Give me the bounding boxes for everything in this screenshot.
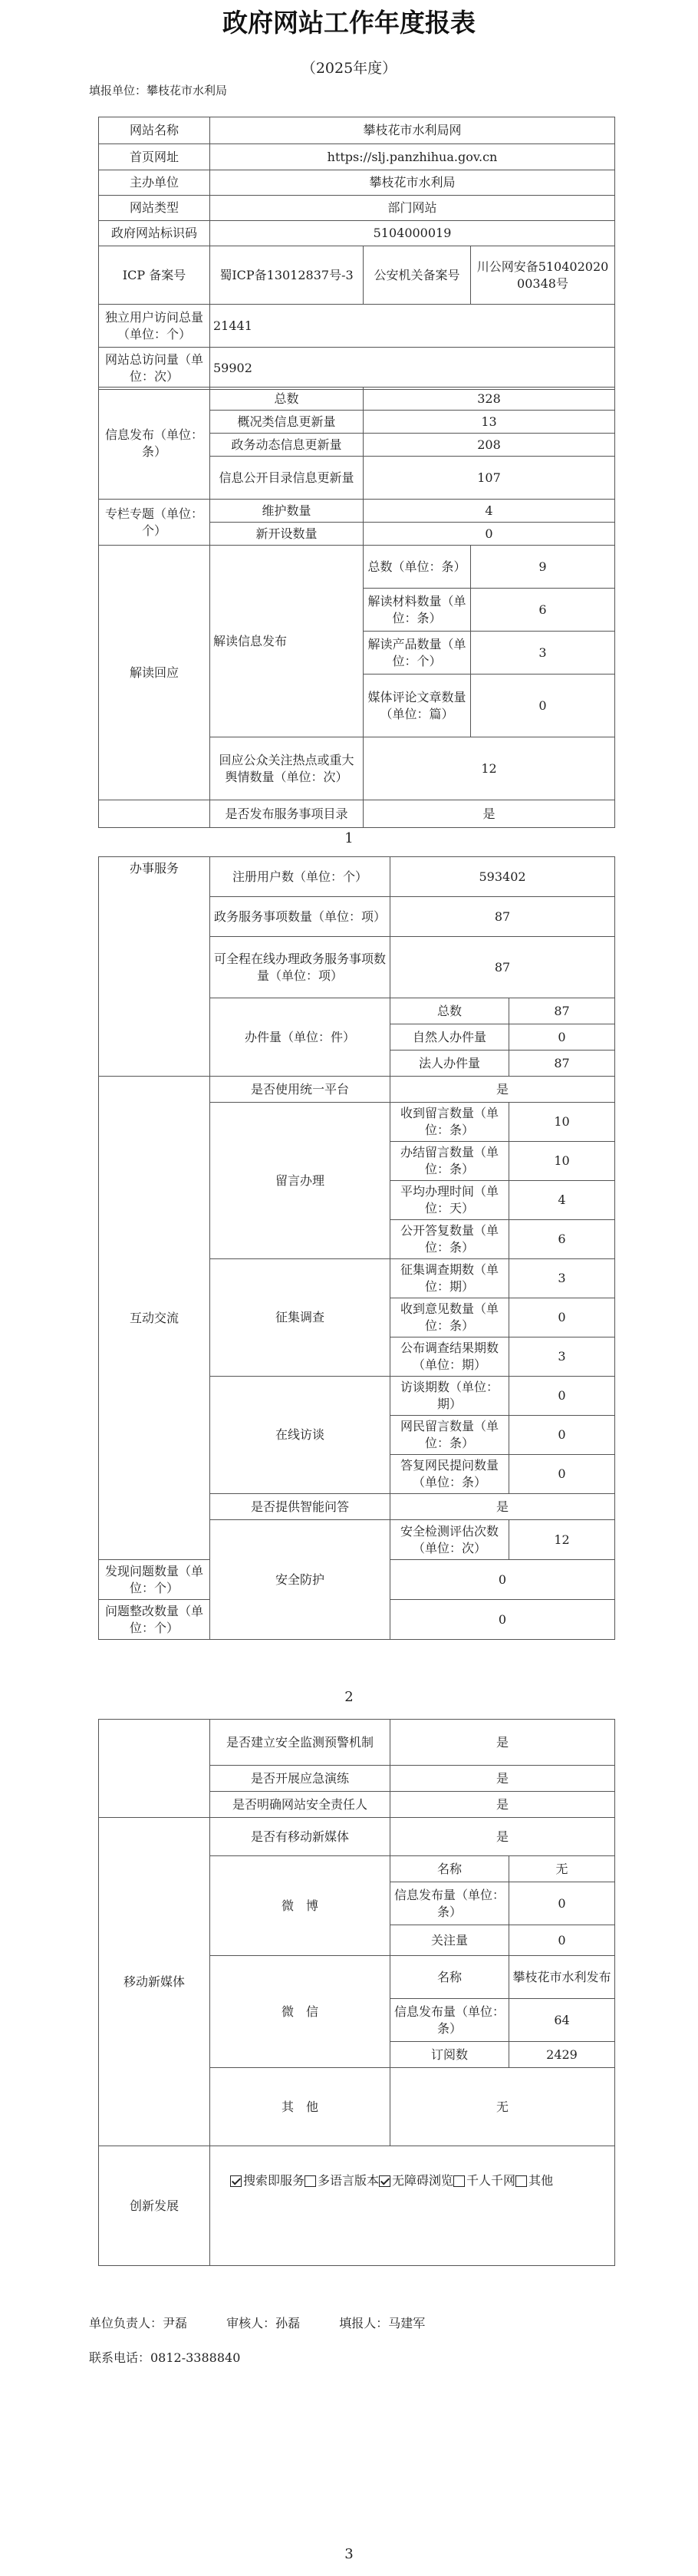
mobile-other: 无 — [390, 2068, 615, 2146]
cell-label: 回应公众关注热点或重大舆情数量（单位：次） — [210, 737, 364, 800]
interaction-ai: 是 — [390, 1494, 615, 1520]
site-basic-table — [98, 117, 615, 390]
interaction-received: 10 — [509, 1103, 615, 1142]
cell-label: 办结留言数量（单位：条） — [390, 1142, 509, 1181]
cell-label: ICP 备案号 — [99, 246, 210, 305]
cell-label: 问题整改数量（单位：个） — [99, 1600, 210, 1640]
info-total: 328 — [364, 388, 615, 411]
site-police: 川公网安备51040202000348号 — [471, 246, 615, 305]
cell-label: 答复网民提问数量（单位：条） — [390, 1455, 509, 1494]
site-type: 部门网站 — [210, 196, 615, 221]
column-maintain: 4 — [364, 500, 615, 523]
checkbox-checked-icon — [230, 2175, 242, 2187]
cell-label: 网站总访问量（单位：次） — [99, 348, 210, 390]
unit-leader: 单位负责人：尹磊 — [89, 2316, 188, 2330]
report-title: 政府网站工作年度报表 — [222, 8, 476, 38]
cell-label: 是否建立安全监测预警机制 — [210, 1720, 390, 1766]
cell-label: 信息公开目录信息更新量 — [210, 457, 364, 500]
checkbox-checked-icon — [379, 2175, 390, 2187]
option-label: 千人千网 — [466, 2173, 516, 2188]
column-new: 0 — [364, 523, 615, 546]
cell-label: 法人办件量 — [390, 1051, 509, 1077]
service-legal: 87 — [509, 1051, 615, 1077]
page-number-3: 3 — [344, 2546, 354, 2562]
cell-label: 平均办理时间（单位：天） — [390, 1181, 509, 1220]
service-users: 593402 — [390, 857, 615, 897]
survey-label: 征集调查 — [210, 1259, 390, 1377]
cell-label: 政府网站标识码 — [99, 221, 210, 246]
wb-follow: 0 — [509, 1925, 615, 1956]
cell-label: 网民留言数量（单位：条） — [390, 1416, 509, 1455]
page2-table — [98, 856, 615, 1640]
cell-label: 政务服务事项数量（单位：项） — [210, 897, 390, 937]
interpret-sub-label: 解读信息发布 — [210, 546, 364, 737]
cell-label: 发现问题数量（单位：个） — [99, 1560, 210, 1600]
cell-label: 主办单位 — [99, 170, 210, 196]
security-fixed: 0 — [390, 1600, 615, 1640]
report-year: （2025年度） — [301, 60, 397, 77]
interaction-label: 互动交流 — [99, 1077, 210, 1560]
site-pv: 59902 — [210, 348, 615, 390]
interpret-hot: 12 — [364, 737, 615, 800]
site-icp: 蜀ICP备13012837号-3 — [210, 246, 364, 305]
info-catalog: 107 — [364, 457, 615, 500]
filler-unit: 填报单位：攀枝花市水利局 — [89, 84, 228, 97]
cell-label: 媒体评论文章数量（单位：篇） — [364, 675, 471, 737]
talk-label: 在线访谈 — [210, 1377, 390, 1494]
cell-label: 安全检测评估次数（单位：次） — [390, 1520, 509, 1560]
option-label: 多语言版本 — [318, 2173, 380, 2188]
cell-label: 其 他 — [210, 2068, 390, 2146]
wx-sub: 2429 — [509, 2042, 615, 2068]
security-check: 12 — [509, 1520, 615, 1560]
site-host: 攀枝花市水利局 — [210, 170, 615, 196]
interpret-media: 0 — [471, 675, 615, 737]
service-natural: 0 — [509, 1024, 615, 1051]
cell-label: 信息发布量（单位：条） — [390, 1882, 509, 1925]
cell-label: 政务动态信息更新量 — [210, 434, 364, 457]
cell-label: 首页网址 — [99, 144, 210, 170]
page3-table — [98, 1719, 615, 2266]
security-owner: 是 — [390, 1792, 615, 1818]
column-label: 专栏专题（单位：个） — [99, 500, 210, 546]
cell-label: 订阅数 — [390, 2042, 509, 2068]
checkbox-empty-icon — [305, 2175, 316, 2187]
cell-label: 是否明确网站安全责任人 — [210, 1792, 390, 1818]
interaction-survey-count: 3 — [509, 1259, 615, 1298]
interaction-avg: 4 — [509, 1181, 615, 1220]
cell-label: 是否发布服务事项目录 — [210, 800, 364, 828]
cell-label: 可全程在线办理政务服务事项数量（单位：项） — [210, 937, 390, 998]
interaction-reply: 6 — [509, 1220, 615, 1259]
service-vtotal: 87 — [509, 998, 615, 1024]
reporter: 填报人：马建军 — [339, 2316, 426, 2330]
wx-pub: 64 — [509, 1999, 615, 2042]
blank-cell — [99, 1720, 210, 1818]
interaction-opinion: 0 — [509, 1298, 615, 1337]
reviewer: 审核人：孙磊 — [226, 2316, 301, 2330]
cell-label: 新开设数量 — [210, 523, 364, 546]
innovation-options — [210, 2146, 615, 2266]
interpret-material: 6 — [471, 589, 615, 632]
cell-label: 访谈期数（单位：期） — [390, 1377, 509, 1416]
interaction-netizen: 0 — [509, 1416, 615, 1455]
mobile-label: 移动新媒体 — [99, 1818, 210, 2146]
cell-label: 自然人办件量 — [390, 1024, 509, 1051]
cell-label: 是否使用统一平台 — [210, 1077, 390, 1103]
site-url: https://slj.panzhihua.gov.cn — [210, 144, 615, 170]
innovation-label: 创新发展 — [99, 2146, 210, 2266]
page1-detail-table — [98, 387, 615, 828]
cell-label: 收到意见数量（单位：条） — [390, 1298, 509, 1337]
interaction-handled: 10 — [509, 1142, 615, 1181]
site-name: 攀枝花市水利局网 — [210, 117, 615, 144]
msg-label: 留言办理 — [210, 1103, 390, 1259]
checkbox-empty-icon — [515, 2175, 527, 2187]
signature-line — [89, 2314, 460, 2331]
cell-label: 是否提供智能问答 — [210, 1494, 390, 1520]
service-label: 办事服务 — [99, 857, 210, 1077]
interaction-talk-count: 0 — [509, 1377, 615, 1416]
cell-label: 公开答复数量（单位：条） — [390, 1220, 509, 1259]
interpret-product: 3 — [471, 632, 615, 675]
interpret-total: 9 — [471, 546, 615, 589]
info-overview: 13 — [364, 411, 615, 434]
page-number-2: 2 — [344, 1689, 354, 1705]
service-items: 87 — [390, 897, 615, 937]
service-online: 87 — [390, 937, 615, 998]
mobile-has: 是 — [390, 1818, 615, 1856]
wx-name: 攀枝花市水利发布 — [509, 1956, 615, 1999]
cell-label: 征集调查期数（单位：期） — [390, 1259, 509, 1298]
cell-label: 公布调查结果期数（单位：期） — [390, 1337, 509, 1377]
cell-label: 解读材料数量（单位：条） — [364, 589, 471, 632]
info-label: 信息发布（单位：条） — [99, 388, 210, 500]
cell-label: 收到留言数量（单位：条） — [390, 1103, 509, 1142]
service-catalog-value: 是 — [364, 800, 615, 828]
site-uv: 21441 — [210, 305, 615, 348]
service-volume-label: 办件量（单位：件） — [210, 998, 390, 1077]
wb-name: 无 — [509, 1856, 615, 1882]
interaction-platform: 是 — [390, 1077, 615, 1103]
info-dynamic: 208 — [364, 434, 615, 457]
cell-label: 总数 — [210, 388, 364, 411]
wb-pub: 0 — [509, 1882, 615, 1925]
wechat-label: 微 信 — [210, 1956, 390, 2068]
cell-label: 名称 — [390, 1856, 509, 1882]
blank-cell — [99, 800, 210, 828]
cell-label: 网站名称 — [99, 117, 210, 144]
cell-label: 名称 — [390, 1956, 509, 1999]
site-id: 5104000019 — [210, 221, 615, 246]
option-label: 无障碍浏览 — [392, 2173, 454, 2188]
cell-label: 信息发布量（单位：条） — [390, 1999, 509, 2042]
page-number-1: 1 — [344, 830, 354, 846]
cell-label: 是否开展应急演练 — [210, 1766, 390, 1792]
cell-label: 公安机关备案号 — [364, 246, 471, 305]
interpret-label: 解读回应 — [99, 546, 210, 800]
cell-label: 注册用户数（单位：个） — [210, 857, 390, 897]
cell-label: 独立用户访问总量（单位：个） — [99, 305, 210, 348]
cell-label: 维护数量 — [210, 500, 364, 523]
security-drill: 是 — [390, 1766, 615, 1792]
interaction-publish: 3 — [509, 1337, 615, 1377]
cell-label: 总数（单位：条） — [364, 546, 471, 589]
cell-label: 概况类信息更新量 — [210, 411, 364, 434]
security-found: 0 — [390, 1560, 615, 1600]
weibo-label: 微 博 — [210, 1856, 390, 1956]
cell-label: 解读产品数量（单位：个） — [364, 632, 471, 675]
option-label: 其他 — [528, 2173, 554, 2188]
interaction-answer: 0 — [509, 1455, 615, 1494]
cell-label: 是否有移动新媒体 — [210, 1818, 390, 1856]
checkbox-empty-icon — [453, 2175, 465, 2187]
option-label: 搜索即服务 — [243, 2173, 305, 2188]
cell-label: 总数 — [390, 998, 509, 1024]
cell-label: 网站类型 — [99, 196, 210, 221]
security-label: 安全防护 — [210, 1520, 390, 1640]
contact-phone: 联系电话：0812-3388840 — [89, 2350, 241, 2365]
cell-label: 关注量 — [390, 1925, 509, 1956]
security-monitor: 是 — [390, 1720, 615, 1766]
